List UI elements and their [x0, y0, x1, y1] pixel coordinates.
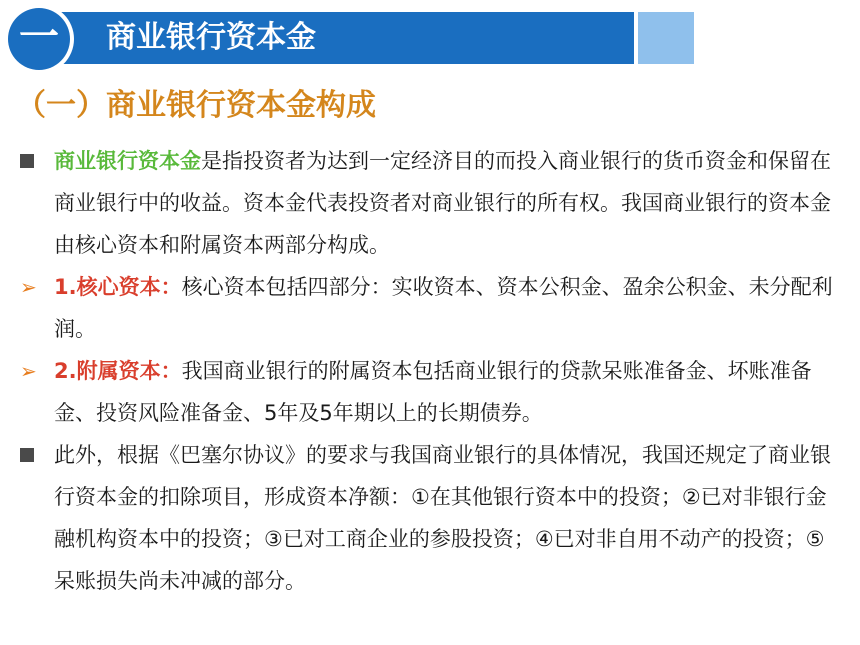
- bullet-item: [0, 434, 860, 602]
- content-body: [0, 140, 860, 602]
- bullet-body: 核心资本包括四部分：实收资本、资本公积金、盈余公积金、未分配利润。: [54, 275, 833, 341]
- bullet-item: [0, 350, 860, 434]
- term-highlight: 1.核心资本：: [54, 275, 182, 299]
- square-bullet-icon: [20, 154, 34, 168]
- square-bullet-icon: [20, 448, 34, 462]
- bullet-text: [0, 434, 860, 602]
- term-highlight: 2.附属资本：: [54, 359, 182, 383]
- bullet-text: [0, 266, 860, 350]
- bullet-item: [0, 266, 860, 350]
- section-title: 商业银行资本金: [106, 20, 316, 55]
- bullet-body: 此外，根据《巴塞尔协议》的要求与我国商业银行的具体情况，我国还规定了商业银行资本金的扣除项目，形成资本净额：①在其他银行资本中的投资；②已对非银行金融机构资本中的投资；③已对工商企业的参股投资；④已对非自用不动产的投资；⑤呆账损失尚未冲减的部分。: [54, 443, 831, 593]
- term-highlight: 商业银行资本金: [54, 149, 201, 173]
- arrow-bullet-icon: ➢: [20, 275, 37, 299]
- section-number-badge: [8, 8, 70, 70]
- section-number: 一: [19, 14, 59, 60]
- bullet-body: 我国商业银行的附属资本包括商业银行的贷款呆账准备金、坏账准备金、投资风险准备金、5年及5年期以上的长期债券。: [54, 359, 812, 425]
- bullet-body: 是指投资者为达到一定经济目的而投入商业银行的货币资金和保留在商业银行中的收益。资本金代表投资者对商业银行的所有权。我国商业银行的资本金由核心资本和附属资本两部分构成。: [54, 149, 831, 257]
- bullet-item: [0, 140, 860, 266]
- bullet-text: [0, 350, 860, 434]
- header-decoration: [638, 12, 694, 64]
- arrow-bullet-icon: ➢: [20, 359, 37, 383]
- bullet-text: [0, 140, 860, 266]
- subsection-title: （一）商业银行资本金构成: [16, 88, 376, 123]
